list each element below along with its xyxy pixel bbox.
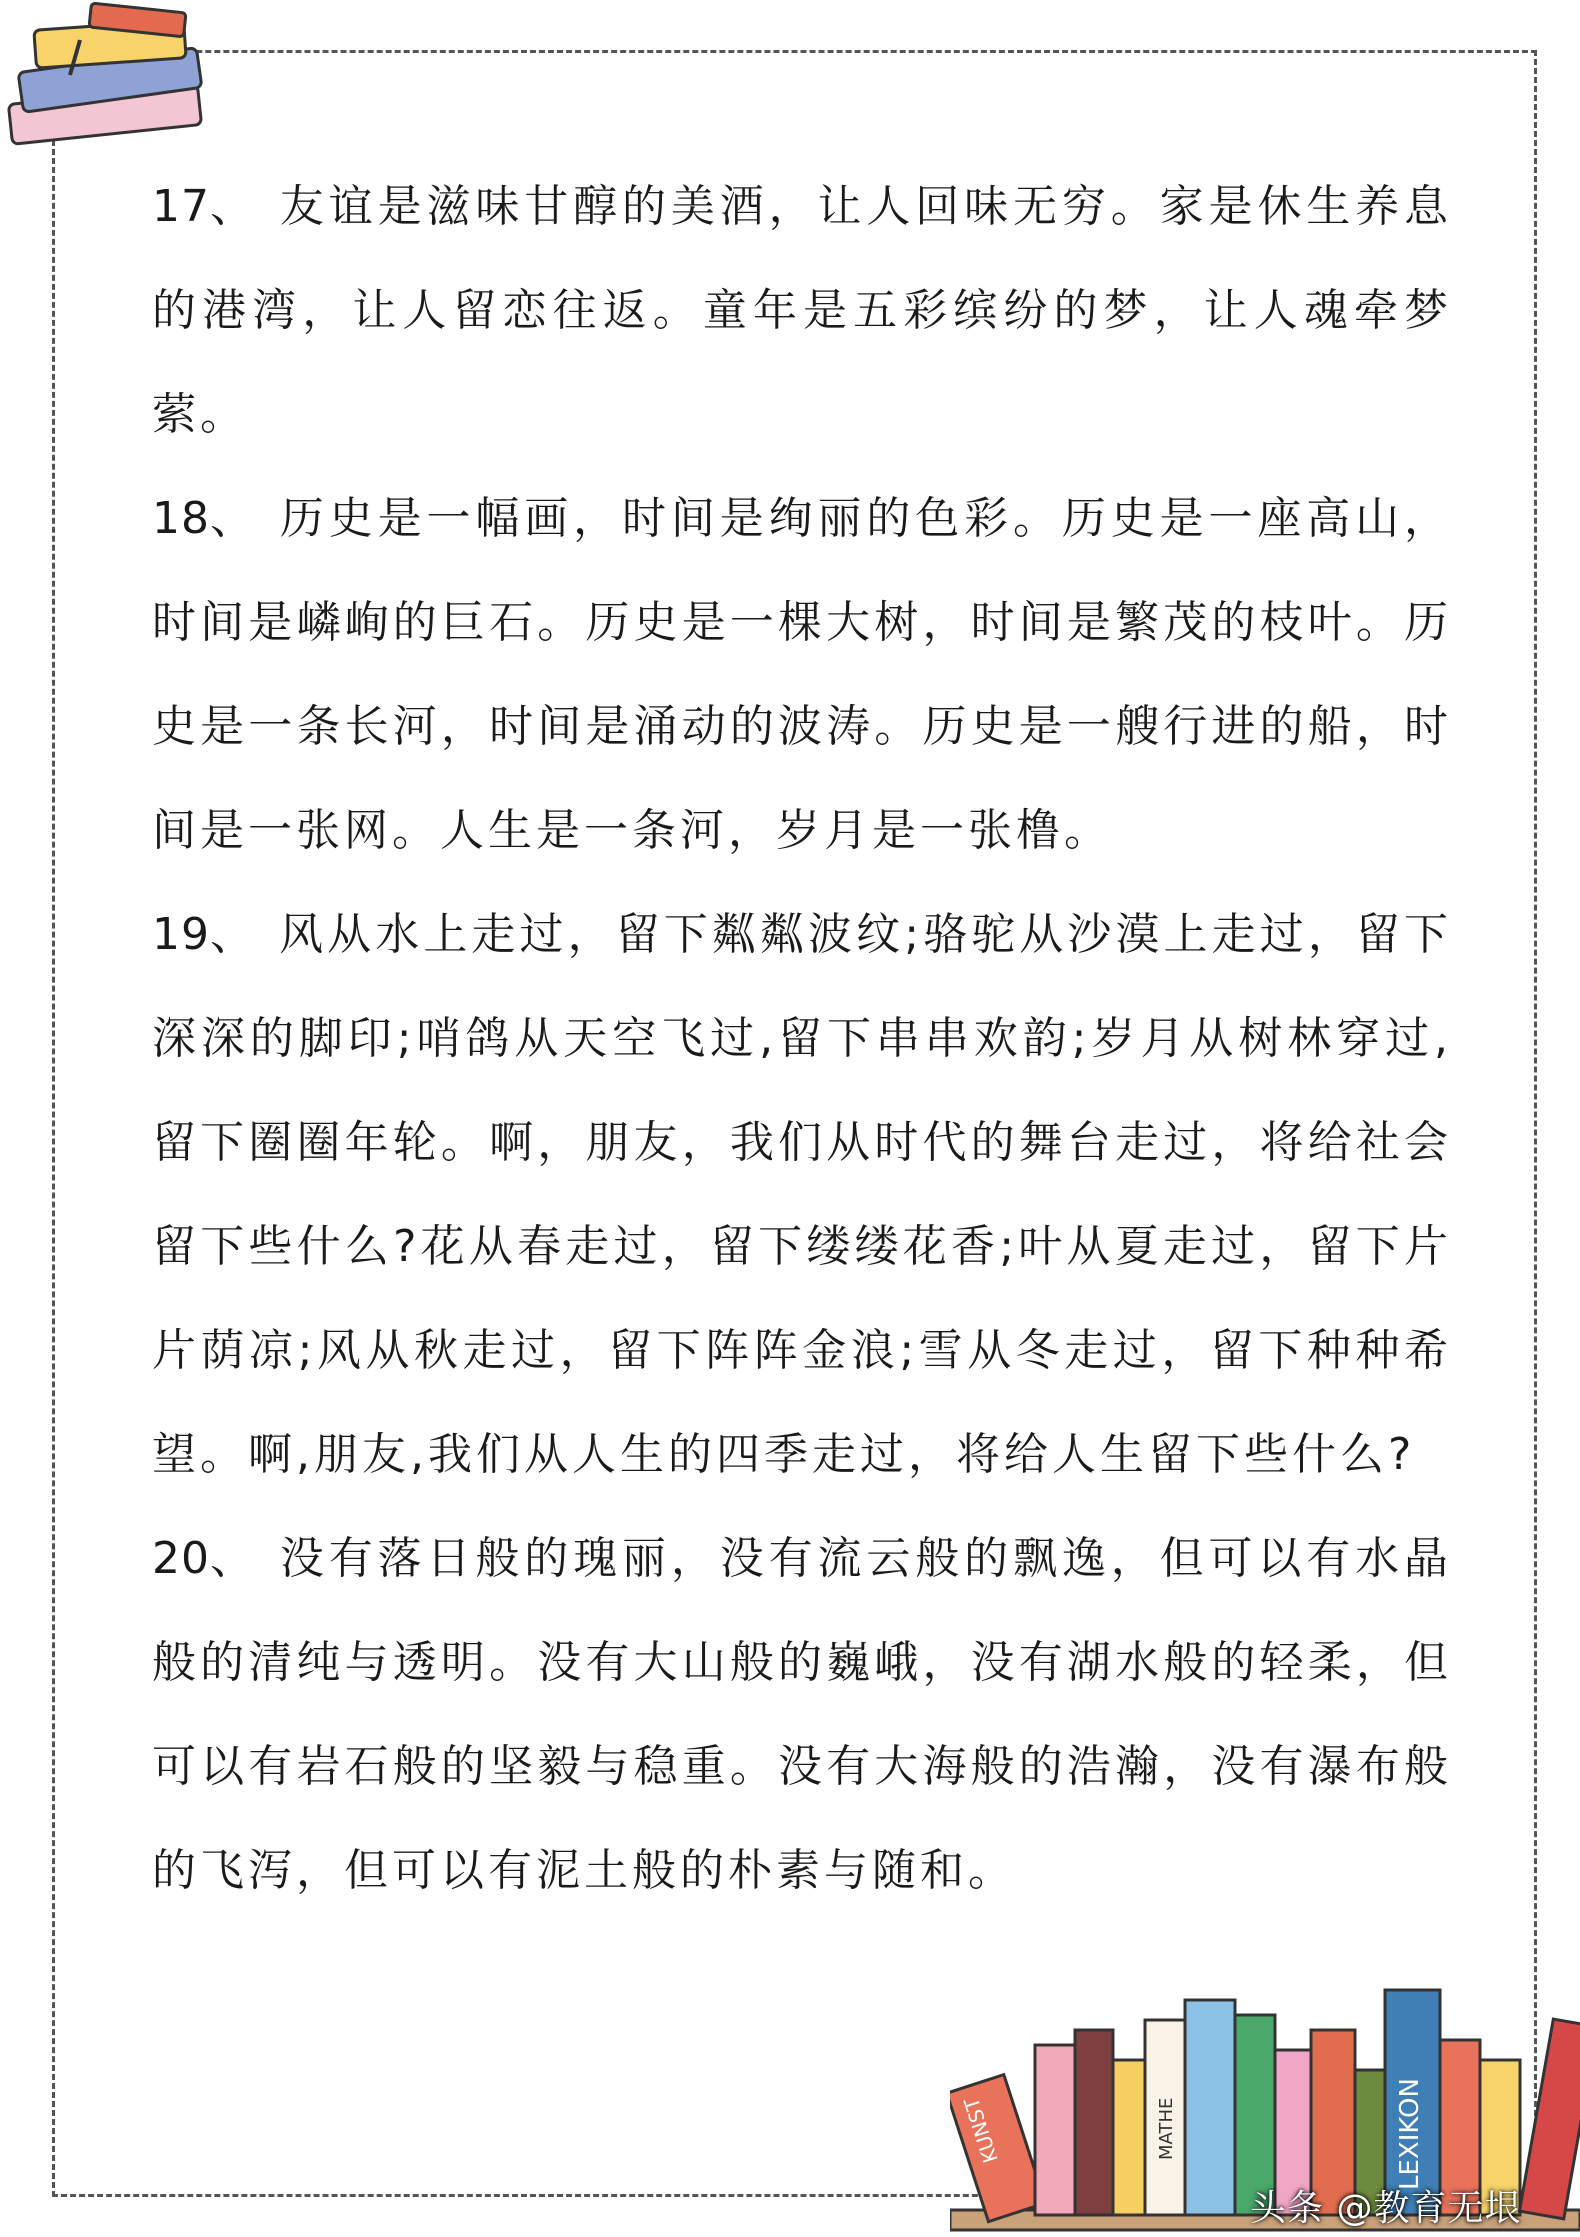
paragraph-number: 17、 [152, 181, 255, 232]
spine-label-lexikon: LEXIKON [1395, 2078, 1425, 2190]
spine-label-kunst: KUNST [959, 2094, 1003, 2166]
paragraph-number: 19、 [152, 909, 255, 960]
paragraph-number: 18、 [152, 493, 255, 544]
paragraph-text: 风从水上走过，留下粼粼波纹;骆驼从沙漠上走过，留下深深的脚印;哨鸽从天空飞过,留下串串欢韵;岁月从树林穿过,留下圈圈年轮。啊，朋友，我们从时代的舞台走过，将给社会留下些什么?花从春走过，留下缕缕花香;叶从夏走过，留下片片荫凉;风从秋走过，留下阵阵金浪;雪从冬走过，留下种种希望。啊,朋友,我们从人生的四季走过，将给人生留下些什么? [152, 909, 1452, 1480]
paragraph-20 [152, 1507, 1452, 1923]
watermark-text: 头条 @教育无垠 [1250, 2188, 1522, 2229]
paragraph-number: 20、 [152, 1533, 255, 1584]
paragraph-text: 没有落日般的瑰丽，没有流云般的飘逸，但可以有水晶般的清纯与透明。没有大山般的巍峨，没有湖水般的轻柔，但可以有岩石般的坚毅与稳重。没有大海般的浩瀚，没有瀑布般的飞泻，但可以有泥土般的朴素与随和。 [152, 1533, 1452, 1896]
spine-label-mathe: MATHE [1156, 2097, 1177, 2160]
document-body [152, 155, 1452, 1923]
paragraph-19 [152, 883, 1452, 1507]
paragraph-18 [152, 467, 1452, 883]
paragraph-text: 友谊是滋味甘醇的美酒，让人回味无穷。家是休生养息的港湾，让人留恋往返。童年是五彩缤纷的梦，让人魂牵梦萦。 [152, 181, 1452, 440]
paragraph-17 [152, 155, 1452, 467]
paragraph-text: 历史是一幅画，时间是绚丽的色彩。历史是一座高山，时间是嶙峋的巨石。历史是一棵大树，时间是繁茂的枝叶。历史是一条长河，时间是涌动的波涛。历史是一艘行进的船，时间是一张网。人生是一条河，岁月是一张橹。 [152, 493, 1452, 856]
books-stack-illustration [0, 0, 230, 150]
